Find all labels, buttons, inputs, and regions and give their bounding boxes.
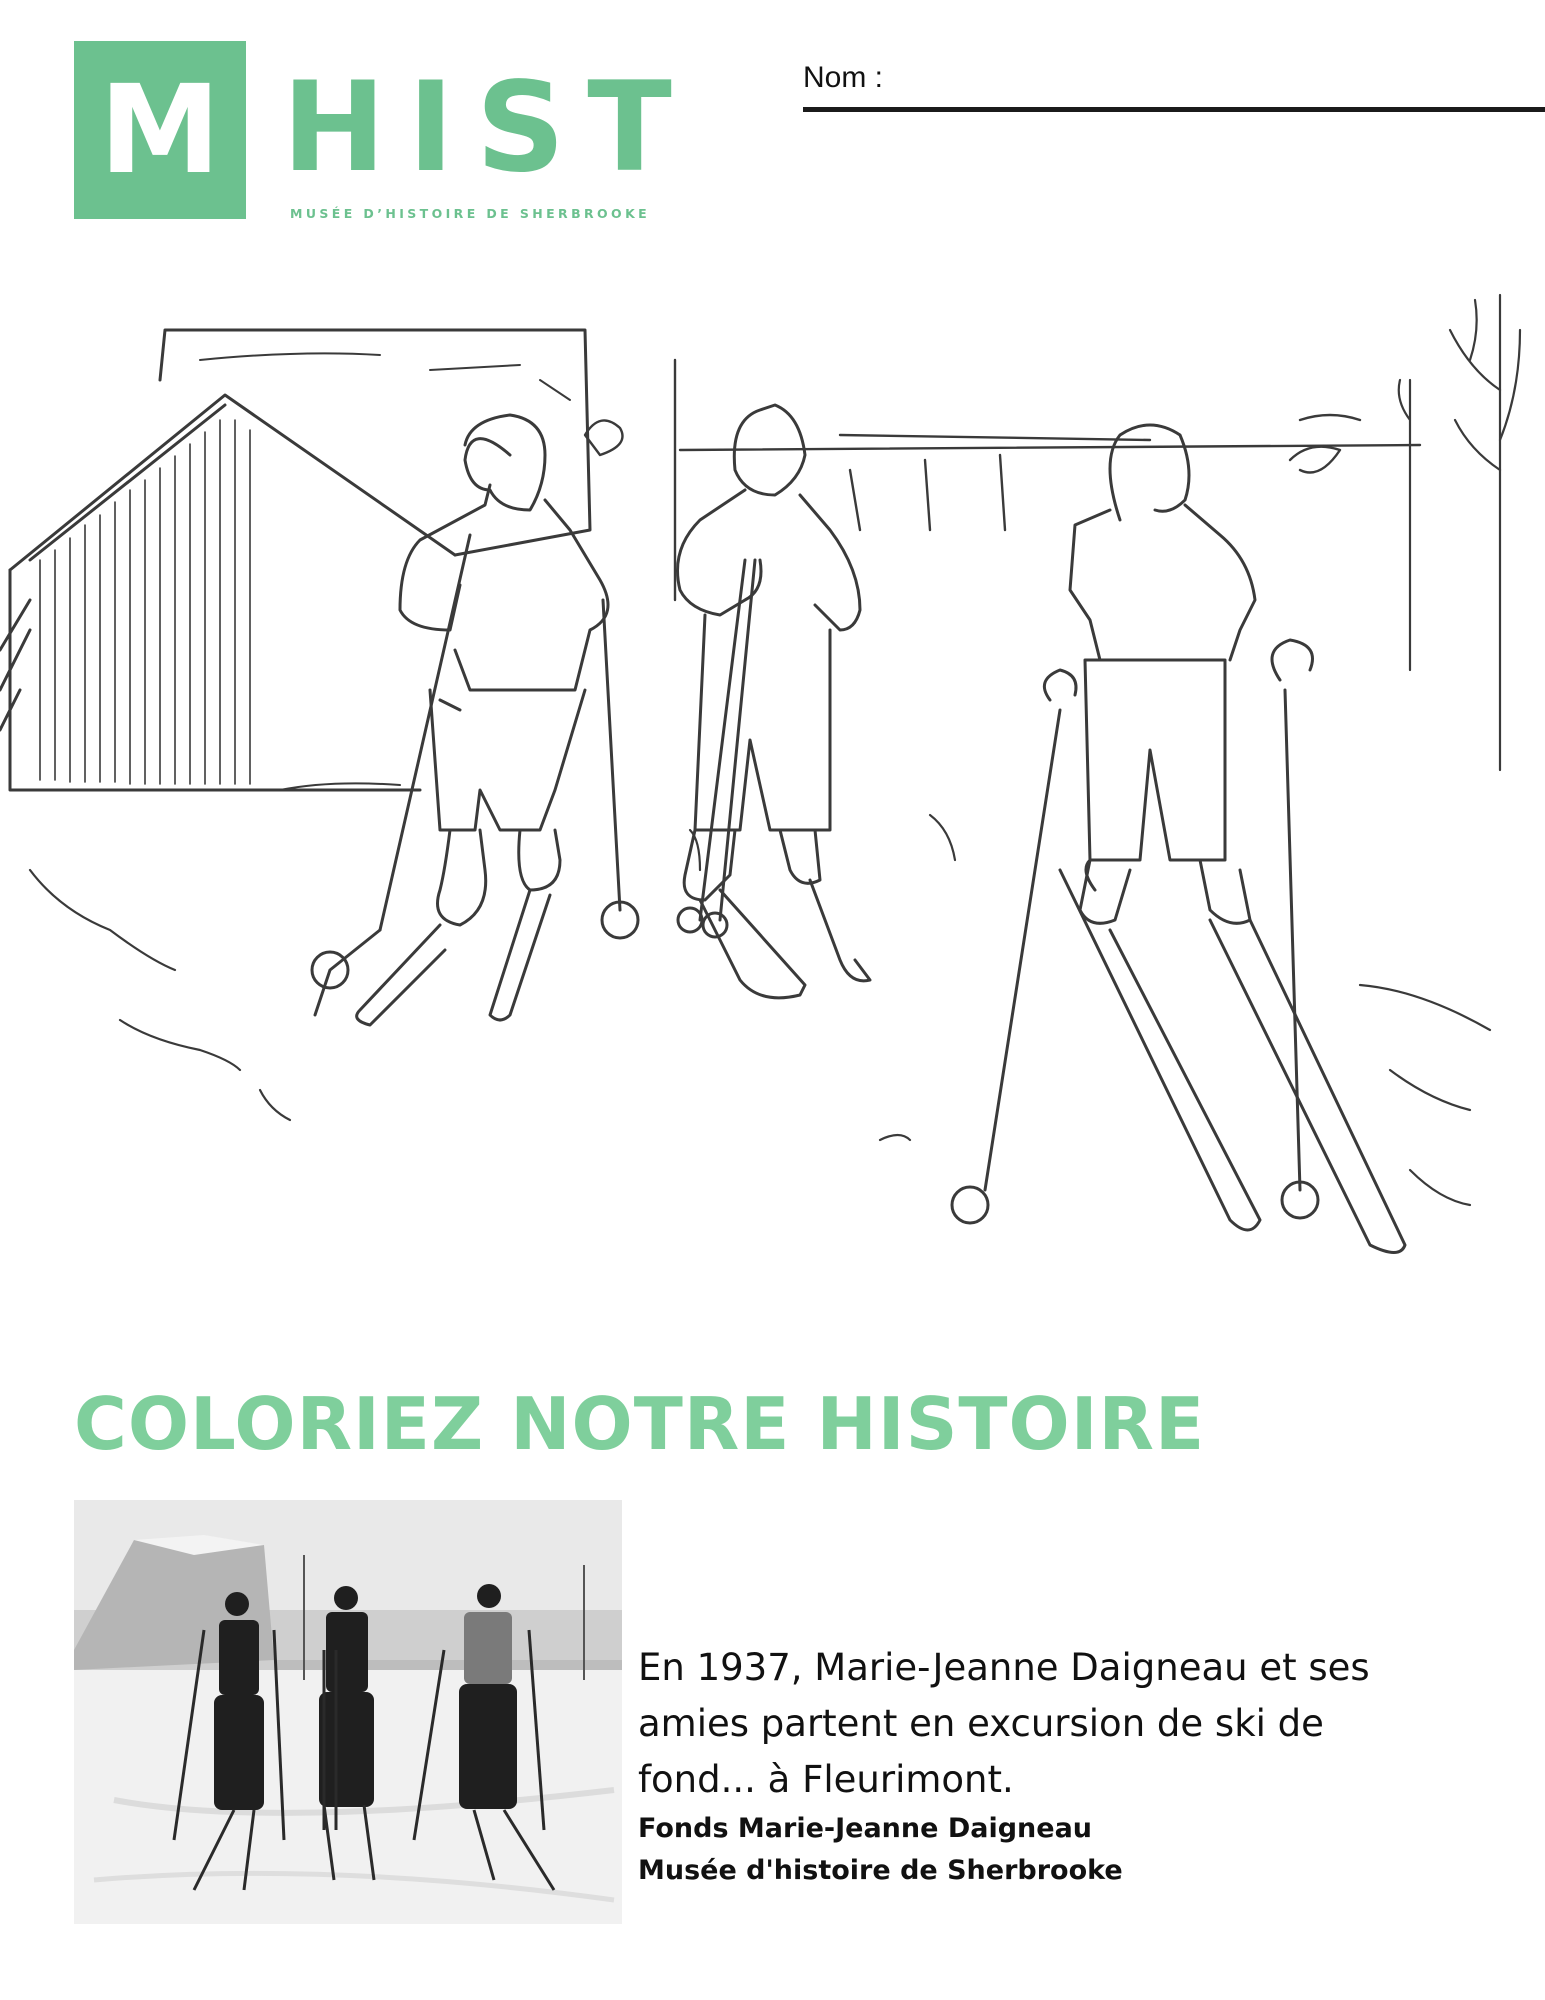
credit-museum: Musée d'histoire de Sherbrooke: [638, 1855, 1123, 1886]
logo-wordmark: HIST: [282, 56, 694, 200]
barn-drawing: [0, 330, 590, 790]
name-write-line[interactable]: [803, 107, 1545, 112]
caption-line: amies partent en excursion de ski de: [638, 1702, 1324, 1745]
fence-drawing: [585, 360, 1420, 600]
caption-block: [638, 1640, 1458, 1892]
credit-fonds: Fonds Marie-Jeanne Daigneau: [638, 1813, 1093, 1844]
page-title: COLORIEZ NOTRE HISTOIRE: [74, 1382, 1206, 1466]
caption-line: fond... à Fleurimont.: [638, 1758, 1014, 1801]
snow-strokes: [30, 815, 1490, 1205]
logo-m-box: [74, 41, 246, 219]
skier-middle-drawing: [678, 405, 871, 998]
skier-right-drawing: [952, 425, 1405, 1253]
historical-photo: [74, 1500, 622, 1924]
logo-subtitle: MUSÉE D’HISTOIRE DE SHERBROOKE: [290, 206, 651, 221]
name-label: Nom :: [803, 61, 884, 94]
coloring-drawing[interactable]: [0, 270, 1545, 1320]
logo-letter: M: [99, 59, 221, 201]
tree-drawing: [1399, 295, 1520, 770]
caption-line: En 1937, Marie-Jeanne Daigneau et ses: [638, 1646, 1370, 1689]
